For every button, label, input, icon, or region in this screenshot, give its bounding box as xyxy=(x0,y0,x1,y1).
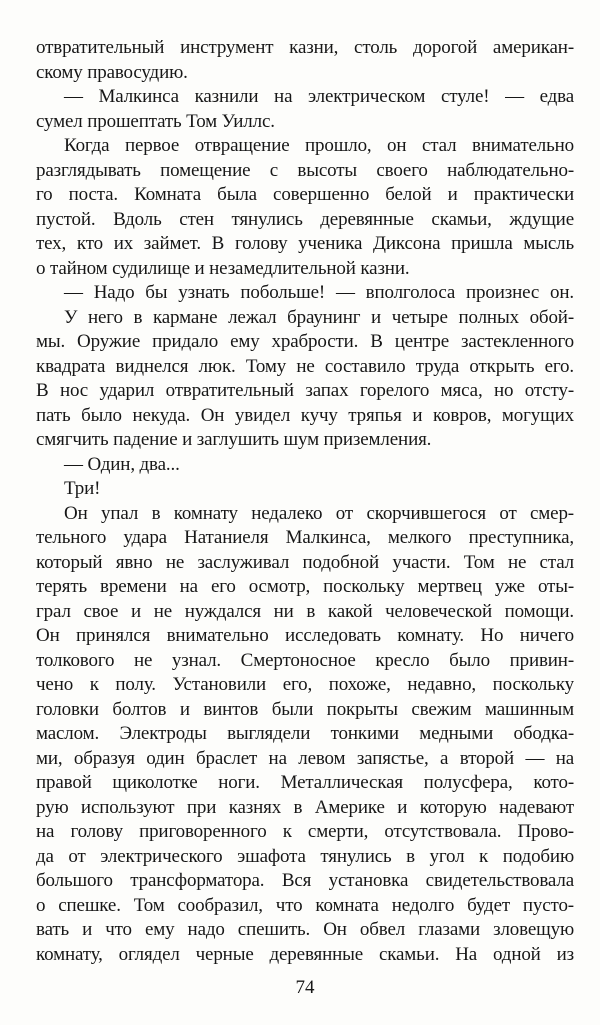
text-line: тельного удара Натаниеля Малкинса, мелкого преступника, xyxy=(36,527,574,548)
text-line: комнату, оглядел черные деревянные скамьи. На одной из xyxy=(36,943,574,965)
text-line: разглядывать помещение с высоты своего наблюдательно- xyxy=(36,159,574,181)
text-line: большого трансформатора. Вся установка свидетельствовала xyxy=(36,870,574,891)
text-line: квадрата виднелся люк. Тому не составило труда открыть его. xyxy=(36,355,574,377)
text-line: — Один, два... xyxy=(64,453,180,475)
text-line: скому правосудию. xyxy=(36,61,188,83)
text-line: У него в кармане лежал браунинг и четыре полных обой- xyxy=(64,306,574,328)
text-line: пустой. Вдоль стен тянулись деревянные скамьи, ждущие xyxy=(36,208,574,230)
page-text xyxy=(36,36,574,967)
text-line: да от электрического эшафота тянулись в угол к подобию xyxy=(36,845,574,867)
page-number: 74 xyxy=(295,977,315,998)
text-line: смягчить падение и заглушить шум приземления. xyxy=(36,429,432,450)
text-line: толкового не узнал. Смертоносное кресло было привин- xyxy=(36,649,574,671)
text-line: Когда первое отвращение прошло, он стал внимательно xyxy=(64,135,574,156)
text-line: — Надо бы узнать побольше! — вполголоса произнес он. xyxy=(64,282,574,303)
text-line: рую используют при казнях в Америке и которую надевают xyxy=(36,796,574,818)
text-line: — Малкинса казнили на электрическом стуле! — едва xyxy=(64,86,574,107)
text-line: о тайном судилище и незамедлительной казни. xyxy=(36,257,410,279)
text-line: сумел прошептать Том Уиллс. xyxy=(36,110,275,132)
text-line: вать и что ему надо спешить. Он обвел глазами зловещую xyxy=(36,919,574,940)
text-line: Три! xyxy=(64,478,101,499)
text-line: пать было некуда. Он увидел кучу тряпья и ковров, могущих xyxy=(36,404,574,426)
text-line: который явно не заслуживал подобной участи. Том не стал xyxy=(36,551,574,573)
text-line: грал свое и не нуждался ни в какой человеческой помощи. xyxy=(36,600,574,622)
text-line: о спешке. Том сообразил, что комната недолго будет пусто- xyxy=(36,894,574,916)
text-line: мы. Оружие придало ему храбрости. В центре застекленного xyxy=(36,331,574,352)
text-line: головки болтов и винтов были покрыты свежим машинным xyxy=(36,698,574,720)
text-line: В нос ударил отвратительный запах горелого мяса, но отсту- xyxy=(36,380,574,401)
text-line: на голову приговоренного к смерти, отсутствовала. Прово- xyxy=(36,821,574,842)
text-line: отвратительный инструмент казни, столь дорогой американ- xyxy=(36,37,574,58)
text-line: го поста. Комната была совершенно белой и практически xyxy=(36,184,574,205)
text-line: чено к полу. Установили его, похоже, недавно, поскольку xyxy=(36,674,574,695)
text-line: Он принялся внимательно исследовать комнату. Но ничего xyxy=(36,625,574,646)
text-line: маслом. Электроды выглядели тонкими медными ободка- xyxy=(36,723,574,744)
text-line: Он упал в комнату недалеко от скорчившегося от смер- xyxy=(64,502,574,524)
text-line: тех, кто их займет. В голову ученика Диксона пришла мысль xyxy=(36,233,574,254)
text-line: правой щиколотке ноги. Металлическая полусфера, кото- xyxy=(36,772,574,793)
text-line: терять времени на его осмотр, поскольку мертвец уже оты- xyxy=(36,576,574,597)
text-line: ми, образуя один браслет на левом запястье, а второй — на xyxy=(36,747,574,769)
